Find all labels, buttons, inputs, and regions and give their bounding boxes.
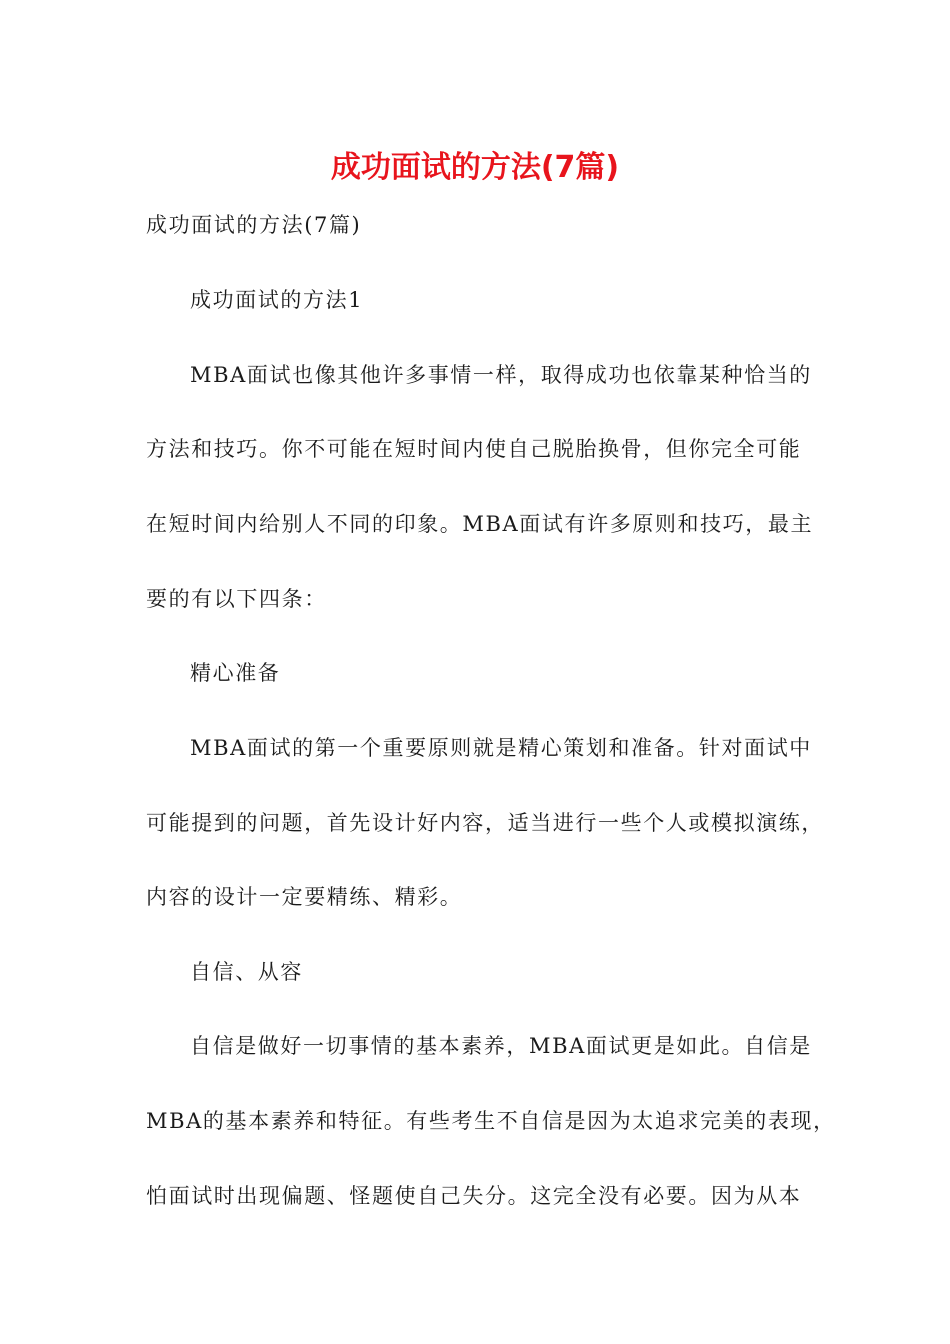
paragraph-line: MBA面试也像其他许多事情一样，取得成功也依靠某种恰当的: [190, 363, 812, 387]
paragraph-line: MBA面试的第一个重要原则就是精心策划和准备。针对面试中: [190, 736, 812, 760]
paragraph-line: 怕面试时出现偏题、怪题使自己失分。这完全没有必要。因为从本: [146, 1184, 802, 1208]
paragraph-line: 内容的设计一定要精练、精彩。: [146, 885, 463, 909]
subtitle-line: 成功面试的方法(7篇): [146, 213, 362, 237]
paragraph-line: 方法和技巧。你不可能在短时间内使自己脱胎换骨，但你完全可能: [146, 437, 802, 461]
paragraph-line: 要的有以下四条：: [146, 587, 327, 611]
section-heading-1: 成功面试的方法1: [190, 288, 364, 312]
paragraph-line: 在短时间内给别人不同的印象。MBA面试有许多原则和技巧，最主: [146, 512, 814, 536]
paragraph-line: 可能提到的问题，首先设计好内容，适当进行一些个人或模拟演练，: [146, 811, 824, 835]
section-heading-2: 精心准备: [190, 661, 281, 685]
document-title: 成功面试的方法(7篇): [330, 150, 620, 185]
paragraph-line: MBA的基本素养和特征。有些考生不自信是因为太追求完美的表现，: [146, 1109, 836, 1133]
section-heading-3: 自信、从容: [190, 960, 303, 984]
paragraph-line: 自信是做好一切事情的基本素养，MBA面试更是如此。自信是: [190, 1034, 812, 1058]
